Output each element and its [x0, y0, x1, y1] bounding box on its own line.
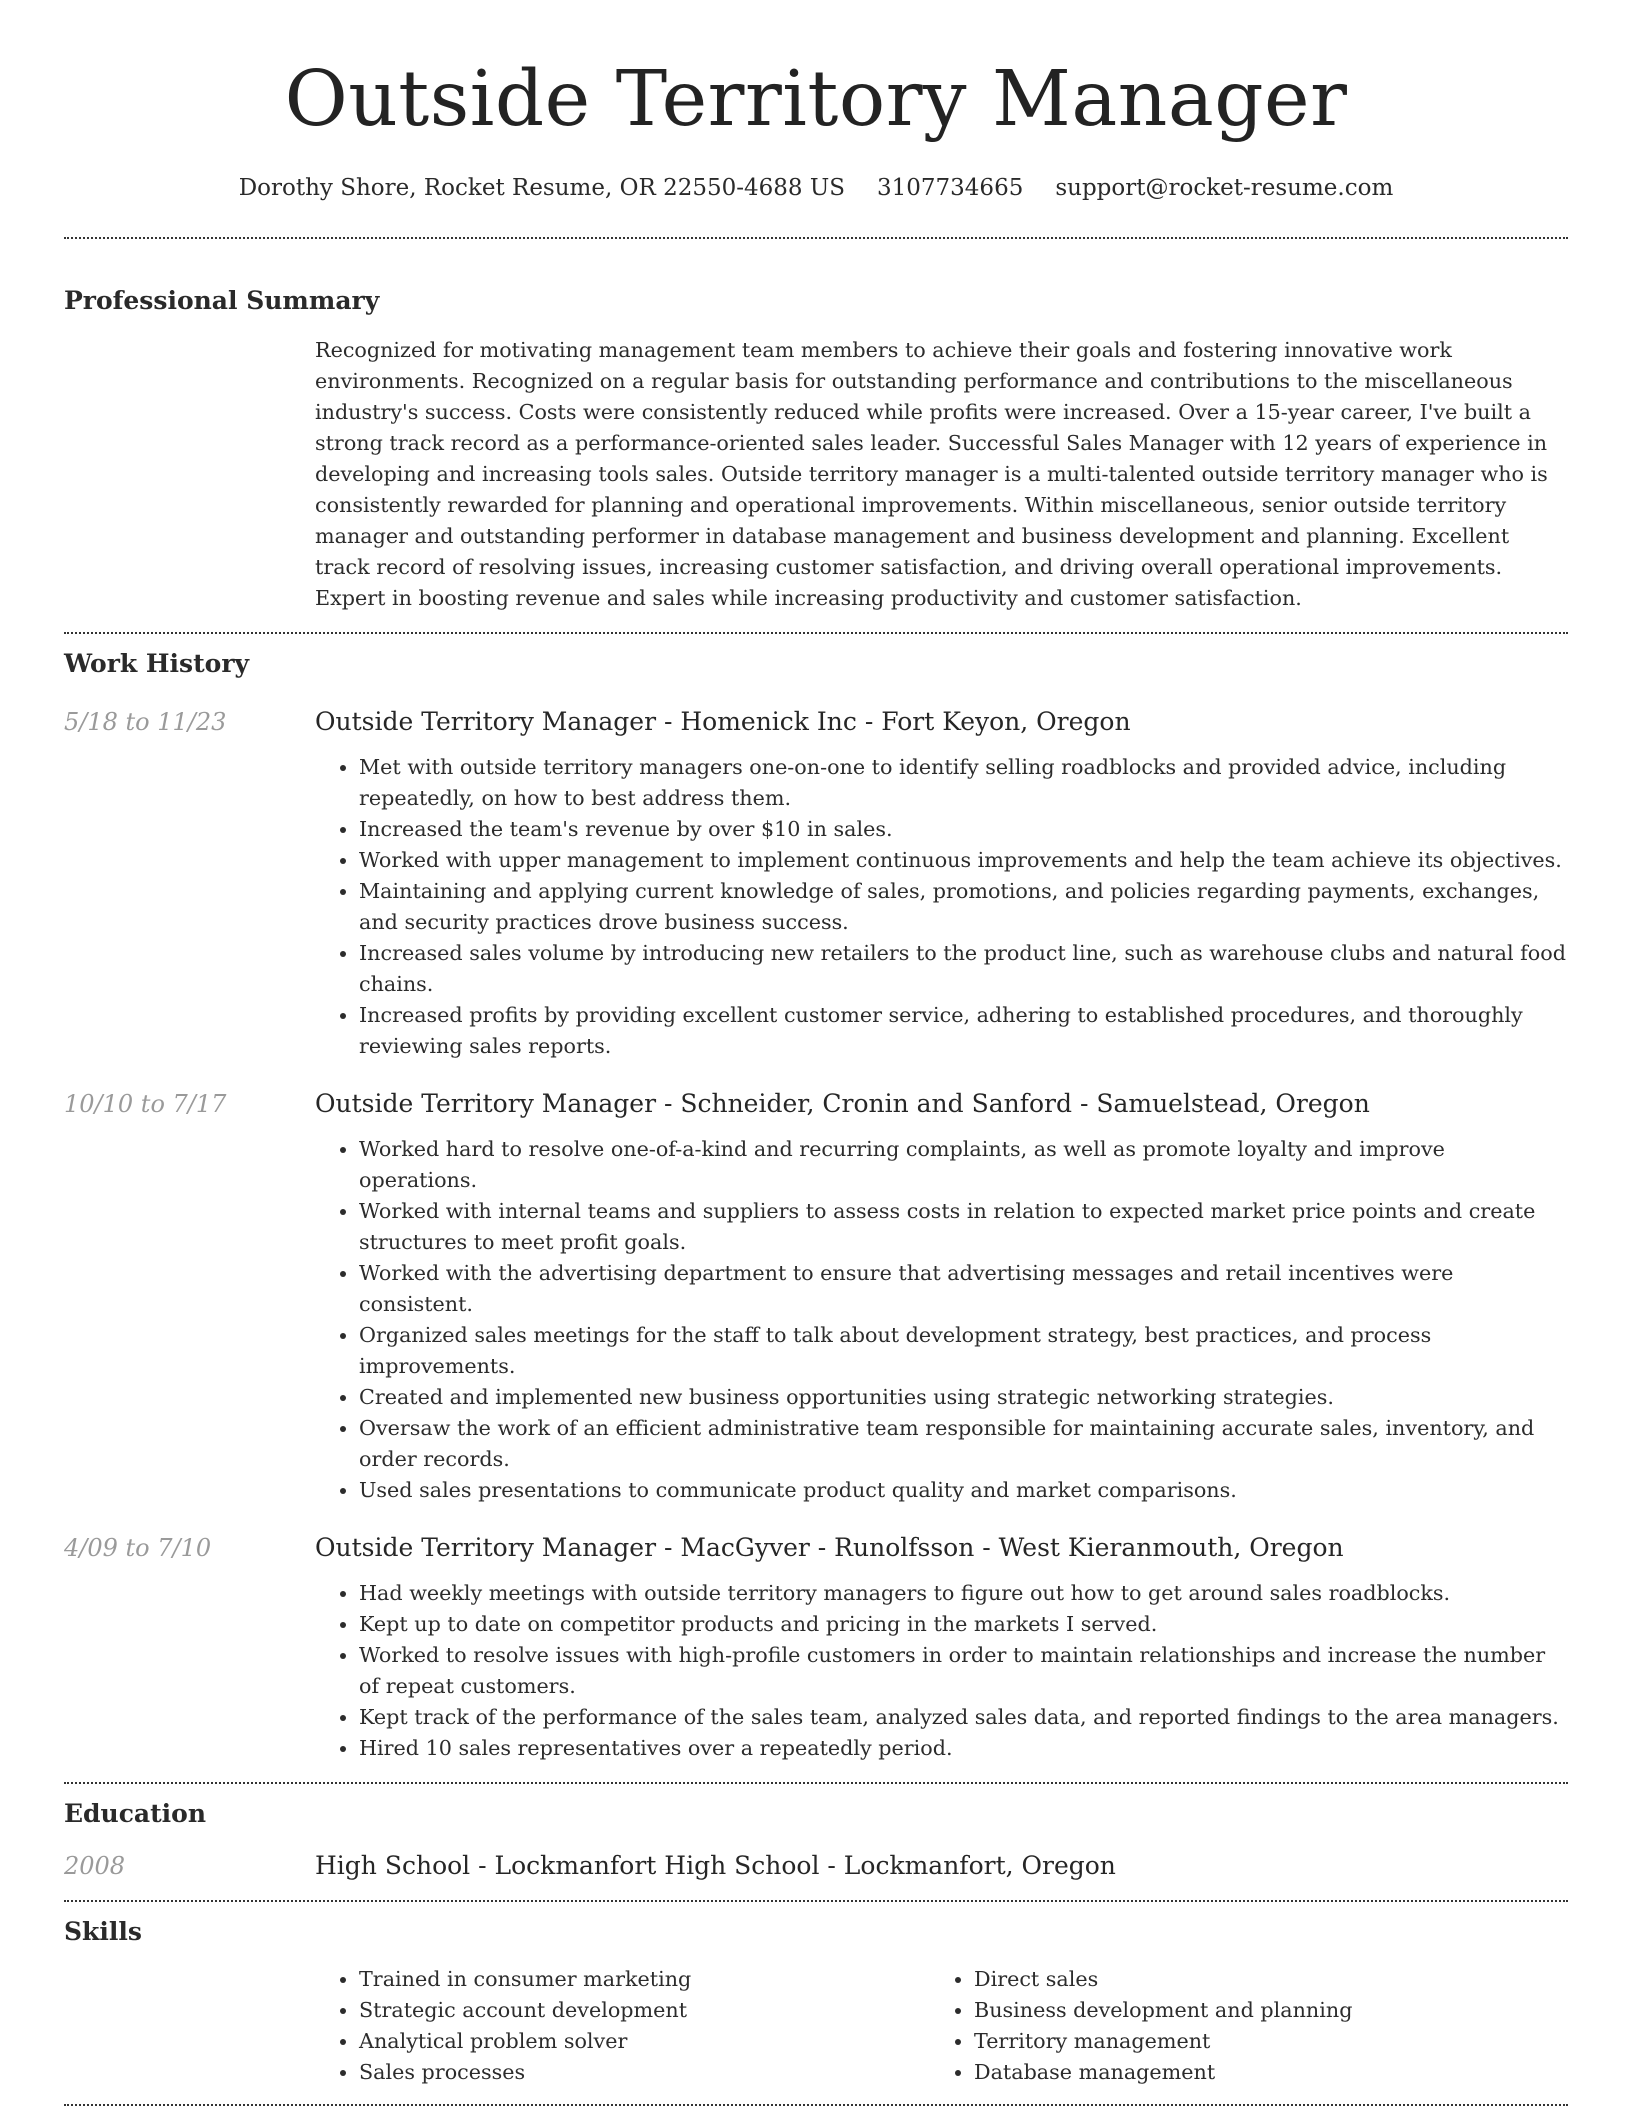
education-detail: High School - Lockmanfort High School - Lockmanfort, Oregon	[315, 1851, 1116, 1880]
job-bullet: • Created and implemented new business opportunities using strategic networking strategies.	[359, 1382, 1568, 1413]
skills-row	[64, 1950, 1568, 2088]
education-year: 2008	[64, 1852, 126, 1880]
education-entry	[64, 1848, 1568, 1884]
section-divider	[64, 1782, 1568, 1784]
job-bullet: • Organized sales meetings for the staff to talk about development strategy, best practices, and process improvements.	[359, 1320, 1568, 1382]
contact-address: Dorothy Shore, Rocket Resume, OR 22550-4688 US	[238, 175, 845, 201]
job-bullets	[315, 752, 1568, 1062]
skills-heading: Skills	[64, 1917, 142, 1946]
job-bullet: • Kept track of the performance of the sales team, analyzed sales data, and reported findings to the area managers.	[359, 1702, 1568, 1733]
skill-item: • Direct sales	[974, 1964, 1545, 1995]
job-bullet: • Worked with upper management to implement continuous improvements and help the team achieve its objectives.	[359, 845, 1568, 876]
summary-text: Recognized for motivating management team members to achieve their goals and fostering innovative work environments. Recognized on a regular basis for outstanding performance and contributions to the miscellaneous industry's success. Costs were consistently reduced while profits were increased. Over a 15-year career, I've built a strong track record as a performance-oriented sales leader. Successful Sales Manager with 12 years of experience in developing and increasing tools sales. Outside territory manager is a multi-talented outside territory manager who is consistently rewarded for planning and operational improvements. Within miscellaneous, senior outside territory manager and outstanding performer in database management and business development and planning. Excellent track record of resolving issues, increasing customer satisfaction, and driving overall operational improvements. Expert in boosting revenue and sales while increasing productivity and customer satisfaction.	[315, 338, 1548, 610]
job-bullet: • Had weekly meetings with outside territory managers to figure out how to get around sales roadblocks.	[359, 1578, 1568, 1609]
job-bullet: • Worked to resolve issues with high-profile customers in order to maintain relationships and increase the number of repeat customers.	[359, 1640, 1568, 1702]
job-bullet: • Kept up to date on competitor products and pricing in the markets I served.	[359, 1609, 1568, 1640]
skill-item: • Territory management	[974, 2026, 1545, 2057]
contact-phone: 3107734665	[877, 175, 1024, 201]
skill-item: • Database management	[974, 2057, 1545, 2088]
skill-item: • Business development and planning	[974, 1995, 1545, 2026]
job-bullet: • Hired 10 sales representatives over a repeatedly period.	[359, 1733, 1568, 1764]
job-bullet: • Worked with internal teams and suppliers to assess costs in relation to expected market price points and create structures to meet profit goals.	[359, 1196, 1568, 1258]
section-divider	[64, 2104, 1568, 2106]
section-divider	[64, 632, 1568, 634]
skill-item: • Trained in consumer marketing	[359, 1964, 930, 1995]
job-title: Outside Territory Manager - Schneider, Cronin and Sanford - Samuelstead, Oregon	[315, 1089, 1370, 1118]
job-entry	[64, 1530, 1568, 1764]
job-entry	[64, 1086, 1568, 1506]
summary-heading: Professional Summary	[64, 286, 380, 315]
skill-item: • Analytical problem solver	[359, 2026, 930, 2057]
skill-item: • Sales processes	[359, 2057, 930, 2088]
skill-item: • Strategic account development	[359, 1995, 930, 2026]
job-bullets	[315, 1134, 1568, 1506]
job-dates: 4/09 to 7/10	[64, 1534, 212, 1562]
job-bullet: • Worked with the advertising department to ensure that advertising messages and retail incentives were consistent.	[359, 1258, 1568, 1320]
job-bullet: • Increased profits by providing excellent customer service, adhering to established procedures, and thoroughly reviewing sales reports.	[359, 1000, 1568, 1062]
education-heading: Education	[64, 1799, 207, 1828]
contact-email: support@rocket-resume.com	[1055, 175, 1394, 201]
job-title: Outside Territory Manager - Homenick Inc - Fort Keyon, Oregon	[315, 707, 1131, 736]
job-bullet: • Met with outside territory managers one-on-one to identify selling roadblocks and provided advice, including repeatedly, on how to best address them.	[359, 752, 1568, 814]
job-bullet: • Used sales presentations to communicate product quality and market comparisons.	[359, 1475, 1568, 1506]
job-dates: 10/10 to 7/17	[64, 1090, 227, 1118]
job-title: Outside Territory Manager - MacGyver - Runolfsson - West Kieranmouth, Oregon	[315, 1533, 1344, 1562]
summary-row	[64, 319, 1568, 614]
skills-list-left	[315, 1964, 930, 2088]
skills-list-right	[930, 1964, 1545, 2088]
resume-title: Outside Territory Manager	[284, 55, 1348, 144]
work-history-heading: Work History	[64, 649, 250, 678]
contact-line	[64, 172, 1568, 204]
job-bullet: • Worked hard to resolve one-of-a-kind and recurring complaints, as well as promote loyalty and improve operations.	[359, 1134, 1568, 1196]
job-bullet: • Increased sales volume by introducing new retailers to the product line, such as warehouse clubs and natural food chains.	[359, 938, 1568, 1000]
section-divider	[64, 237, 1568, 239]
job-bullets	[315, 1578, 1568, 1764]
job-bullet: • Oversaw the work of an efficient administrative team responsible for maintaining accurate sales, inventory, and order records.	[359, 1413, 1568, 1475]
job-entry	[64, 704, 1568, 1062]
job-dates: 5/18 to 11/23	[64, 708, 227, 736]
job-bullet: • Maintaining and applying current knowledge of sales, promotions, and policies regarding payments, exchanges, and security practices drove business success.	[359, 876, 1568, 938]
section-divider	[64, 1900, 1568, 1902]
job-bullet: • Increased the team's revenue by over $10 in sales.	[359, 814, 1568, 845]
